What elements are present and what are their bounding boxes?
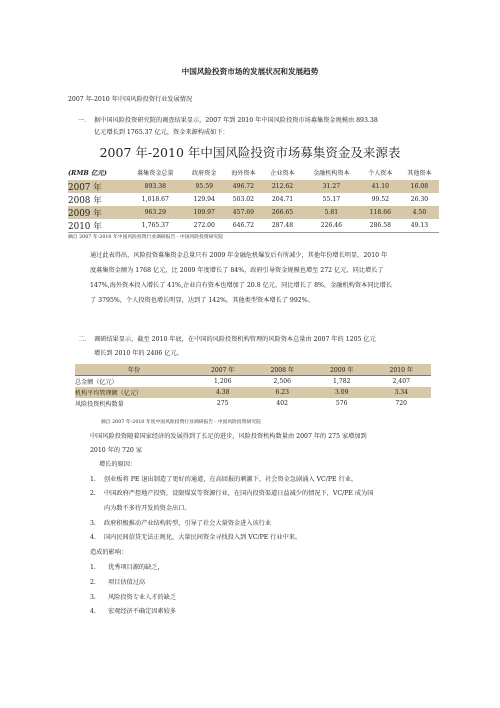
table-row [75,398,431,409]
table-cell: 266.65 [263,206,302,219]
table-cell: 2009 年 [68,206,126,219]
part2-number: 二． [78,336,91,343]
reason-text-continued: 内为数不多待开发的资金出口。 [104,505,191,512]
table-cell: 49.13 [400,219,439,233]
table-cell: 226.46 [302,219,361,233]
table-cell: 287.48 [263,219,302,233]
document-title: 中国风险投资市场的发展状况和发展趋势 [181,67,319,76]
table-cell: 204.71 [271,196,294,203]
table-header-cell: 2010 年 [372,364,432,376]
table-cell: 1,765.37 [126,219,185,233]
table-row [75,376,431,388]
problem-text: 项目估值过高 [108,579,146,586]
funding-source-table [68,165,439,233]
problem-text: 风险投资专业人才的缺乏 [108,594,177,601]
table-header-cell: 金融机构资本 [313,170,350,177]
table-cell: 118.66 [361,206,400,219]
table-cell: 963.29 [126,206,185,219]
table-cell: 41.10 [361,180,400,193]
table-header-cell: 政府资金 [192,170,217,177]
table-cell: 16.08 [400,180,439,193]
problem-text: 宏观经济不确定因素较多 [108,608,177,615]
table-cell: 212.62 [263,180,302,193]
table-cell: 2008 年 [68,196,102,206]
table-cell: 646.72 [224,219,263,233]
table-cell: 275 [216,400,229,407]
table-cell: 129.94 [193,196,215,203]
para1-line-3: 147%,海外资本投入增长了 41%,企业自有资本也增加了 20.8 亿元，同比增长了 8%，金融机构资本同比增长 [90,282,392,289]
problem-number: 3. [90,594,96,601]
table-cell: 720 [395,400,408,407]
table-cell: 26.30 [410,196,429,203]
reason-number: 3. [90,520,96,527]
table-cell: 2007 年 [68,180,126,193]
section-heading: 2007 年-2010 年中国风险投资行业发展情况 [68,96,193,103]
table-header-cell: (RMB 亿元) [68,169,107,177]
para1-line-4: 了 3795%，个人投资也增长明显，达到了 142%，其他类型资本增长了 992%。 [90,297,314,304]
table1-source-note: 摘自 2007 年-2010 年中国风险投资行业调研报告 · 中国风险投资研究院 [68,235,224,240]
problems-heading: 造成的影响： [90,549,128,556]
table-cell: 496.72 [224,180,263,193]
table-row [68,206,439,219]
table-cell: 893.38 [126,180,185,193]
para1-line-1: 通过此表得出，风险投资募集资金总量只有 2009 年金融危机爆发后有所减少，其他年份增长明显，2010 年 [90,252,388,259]
para2-line-2: 2010 年的 720 家 [90,447,143,454]
table-header-cell: 年份 [75,364,193,376]
table-header-cell: 募集资金总量 [137,170,174,177]
table-header-cell: 2008 年 [253,364,313,376]
table-row [68,219,439,233]
table1-title: 2007 年-2010 年中国风险投资市场募集资金及来源表 [99,145,401,160]
table-cell: 2010 年 [68,219,126,233]
table-header-cell: 其他资本 [407,170,432,177]
vc-capital-table [75,364,431,409]
part1-line-2: 亿元增长到 1765.37 亿元，资金来源构成如下： [94,129,229,136]
table-cell: 3.09 [312,387,372,398]
part2-line-2: 增长到 2010 年的 2406 亿元。 [94,350,183,357]
table-cell: 2,506 [253,376,313,388]
part1-number: 一． [78,117,91,124]
table-row [68,193,439,206]
table-header-cell: 个人资本 [368,170,393,177]
table-cell: 95.59 [185,180,224,193]
table-cell: 风险投资机构数量 [75,401,124,408]
table-header-cell: 2007 年 [193,364,253,376]
table-cell: 1,206 [193,376,253,388]
table-row [75,387,431,398]
table-cell: 109.97 [185,206,224,219]
table-cell: 457.69 [224,206,263,219]
table-cell: 5.81 [302,206,361,219]
table-header-cell: 海外资本 [231,170,256,177]
reason-number: 4. [90,534,96,541]
growth-reasons-heading: 增长的原因： [99,461,137,468]
part2-line-1: 调研结果显示，截至 2010 年底，在中国的风险投资机构管理的风险资本总量由 2007 年的 1205 亿元 [94,336,376,343]
reason-number: 1. [90,476,96,483]
table-cell: 576 [335,400,348,407]
table-header-cell: 2009 年 [312,364,372,376]
table-cell: 503.02 [232,196,255,203]
table-cell: 31.27 [302,180,361,193]
problem-number: 4. [90,608,96,615]
problem-number: 2. [90,579,96,586]
table-cell: 1,018.67 [141,196,169,203]
table-row [68,180,439,193]
table-cell: 机构平均管理额（亿元） [75,387,193,398]
para1-line-2: 度募集资金额为 1768 亿元，比 2009 年度增长了 84%，政府引导资金规模也增至 272 亿元，同比增长了 [90,267,384,274]
table-cell: 总金额（亿元） [75,376,193,388]
table-cell: 286.58 [361,219,400,233]
table2-source-note: 摘自 2007 年-2010 年度中国风险投资行业调研报告 · 中国风险投资研究院 [101,420,261,425]
table-cell: 4.38 [193,387,253,398]
table-header-row [68,165,439,180]
table-header-row [75,364,431,376]
table-cell: 2,407 [372,376,432,388]
part1-line-1: 据中国风险投资研究院的调查结果显示，2007 年到 2010 年中国风险投资市场募集资金规模由 893.38 [94,117,378,124]
table-cell: 3.34 [372,387,432,398]
table-cell: 55.17 [322,196,341,203]
reason-number: 2. [90,490,96,497]
table-cell: 6.23 [253,387,313,398]
para2-line-1: 中国风险投资随着国家经济的发展得到了长足的进步，风险投资机构数量由 2007 年的 275 家增加到 [90,433,367,440]
table-cell: 402 [276,400,289,407]
reason-text: 创业板将 PE 退出制造了更好的通道，在高回报的刺激下，社会资金急剧涌入 VC/PE 行业。 [104,476,358,483]
reason-text: 中国政府严控地产投资，设限煤炭等资源行业，在国内投资渠道日益减少的情况下，VC/PE 成为国 [104,490,374,497]
problem-text: 优秀项目源的缺乏， [108,564,164,571]
table-cell: 4.50 [400,206,439,219]
table-cell: 99.52 [371,196,390,203]
table-cell: 1,782 [312,376,372,388]
reason-text: 政府积极推动产业结构转型，引导了社会大量资金进入该行业 [104,520,272,527]
problem-number: 1. [90,564,96,571]
table-cell: 272.00 [185,219,224,233]
reason-text: 国内民间信贷无法正规化，大量民间资金寻找投入到 VC/PE 行业中来。 [104,534,302,541]
table-header-cell: 企业资本 [270,170,295,177]
